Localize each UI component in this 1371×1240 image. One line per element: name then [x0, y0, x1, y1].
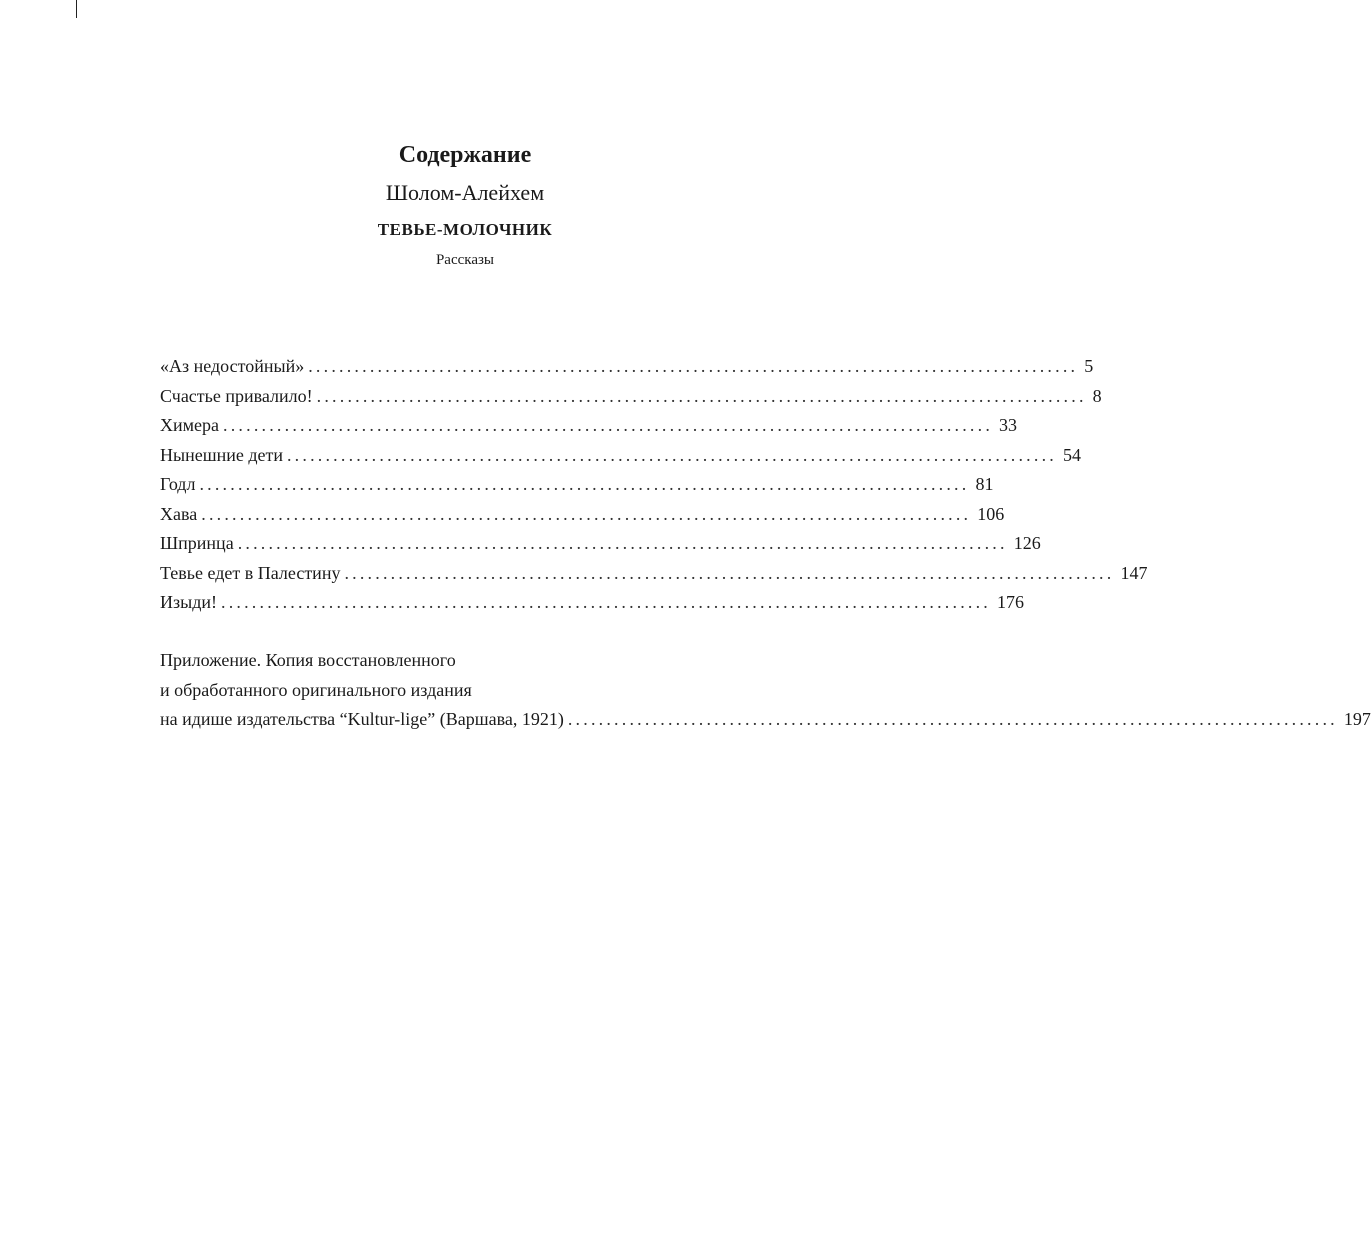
- toc-entry-page: 5: [1084, 356, 1094, 376]
- toc-entry: [160, 588, 1024, 618]
- toc-entry: [160, 559, 1148, 589]
- toc-entry: [160, 411, 1018, 441]
- toc-entry-page: 126: [1013, 533, 1041, 553]
- appendix-line-2: и обработанного оригинального издания: [160, 679, 472, 700]
- toc-leader-dots: ....................................................................................................: [567, 709, 1338, 729]
- book-title: ТЕВЬЕ-МОЛОЧНИК: [377, 220, 553, 239]
- toc-leader-dots: ....................................................................................................: [221, 592, 991, 612]
- toc-entry: [160, 529, 1041, 559]
- toc-entry-page: 176: [997, 592, 1024, 612]
- toc-entry-title: Химера: [160, 415, 220, 435]
- toc-leader-dots: ....................................................................................................: [201, 503, 972, 524]
- toc-entry-title: Хава: [160, 503, 198, 524]
- author-name: Шолом-Алейхем: [385, 180, 545, 205]
- toc-leader-dots: ....................................................................................................: [286, 444, 1057, 465]
- toc-leader-dots: ....................................................................................................: [308, 356, 1079, 376]
- table-of-contents: [160, 352, 1148, 618]
- toc-leader-dots: ....................................................................................................: [237, 533, 1008, 553]
- appendix-entry: [160, 646, 1371, 735]
- toc-leader-dots: ....................................................................................................: [199, 474, 970, 494]
- book-subtitle: Рассказы: [435, 252, 495, 268]
- toc-entry-title: Счастье привалило!: [160, 385, 313, 406]
- toc-entry-title: Годл: [160, 474, 196, 494]
- toc-entry-title: Нынешние дети: [160, 444, 283, 465]
- crop-mark: [76, 0, 77, 18]
- toc-entry-page: 106: [977, 503, 1005, 524]
- toc-entry-page: 147: [1120, 562, 1148, 583]
- toc-entry: [160, 500, 1005, 530]
- toc-leader-dots: ....................................................................................................: [223, 415, 994, 435]
- toc-entry-title: Изыди!: [160, 592, 217, 612]
- toc-entry-title: Шпринца: [160, 533, 234, 553]
- toc-entry: [160, 382, 1102, 412]
- toc-entry: [160, 441, 1081, 471]
- toc-entry-page: 8: [1092, 385, 1102, 406]
- appendix-line-3-text: на идише издательства “Kultur-lige” (Варшава, 1921): [160, 709, 564, 729]
- appendix-page: 197: [1343, 709, 1371, 729]
- toc-entry-page: 33: [999, 415, 1018, 435]
- toc-entry-title: Тевье едет в Палестину: [160, 562, 341, 583]
- toc-entry-page: 54: [1062, 444, 1081, 465]
- toc-entry: [160, 352, 1094, 382]
- toc-leader-dots: ....................................................................................................: [344, 562, 1115, 583]
- appendix-line-3: [160, 705, 1371, 735]
- toc-leader-dots: ....................................................................................................: [316, 385, 1087, 406]
- contents-heading: Содержание: [398, 142, 532, 168]
- toc-entry-page: 81: [975, 474, 994, 494]
- toc-entry: [160, 470, 994, 500]
- appendix-line-1: Приложение. Копия восстановленного: [160, 650, 456, 670]
- toc-entry-title: «Аз недостойный»: [160, 356, 305, 376]
